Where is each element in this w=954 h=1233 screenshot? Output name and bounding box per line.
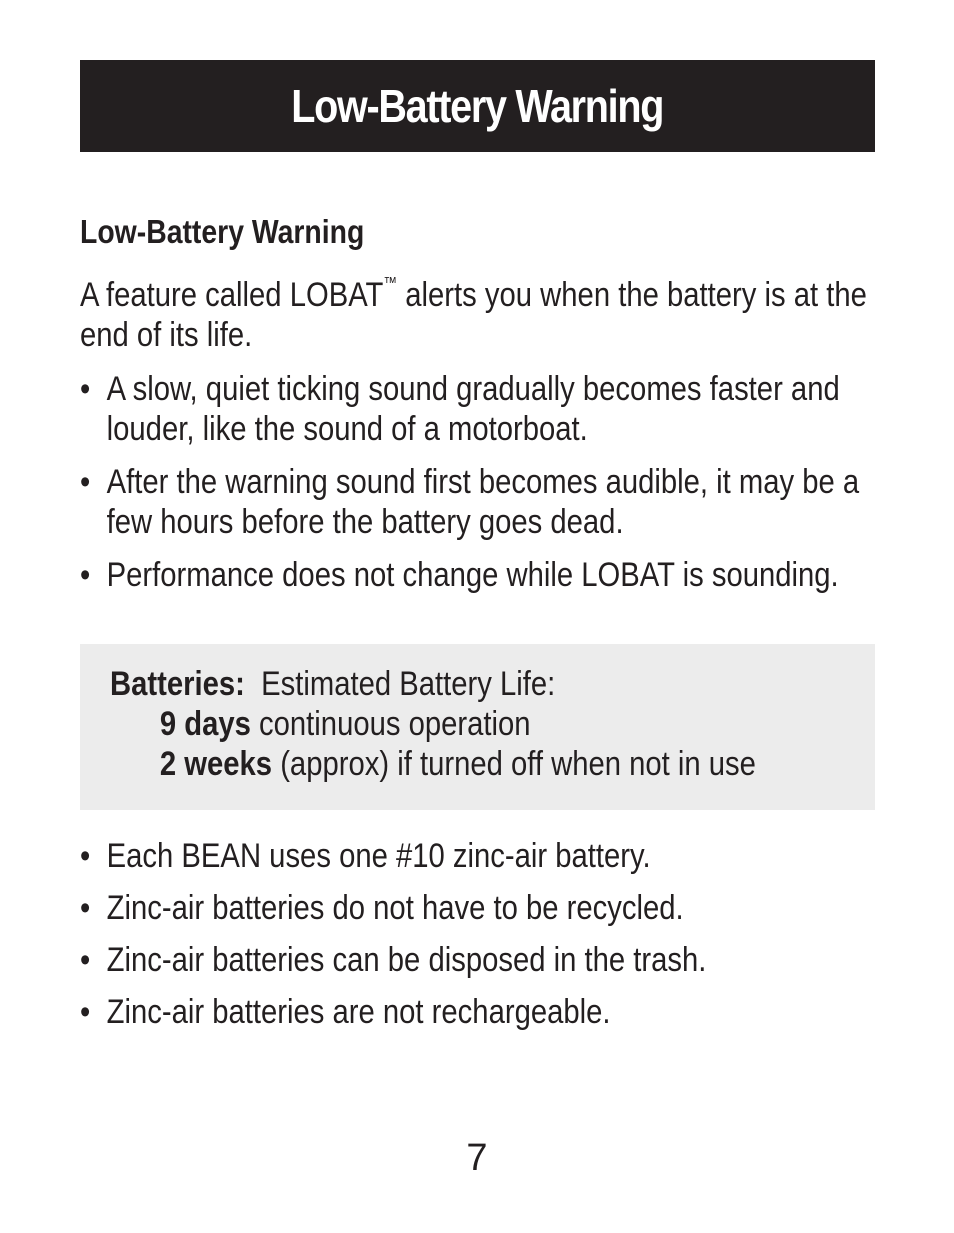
list-item: • Zinc-air batteries are not rechargeable. [80,993,611,1031]
battery-life-continuous: 9 days continuous operation [159,705,531,743]
bullet-icon: • [80,370,91,408]
bullet-icon: • [80,463,91,501]
battery-notes [80,836,875,1044]
intro-paragraph [80,264,875,355]
battery-info-box [80,644,875,810]
bullet-icon: • [80,941,91,979]
section-heading: Low-Battery Warning [80,213,365,250]
main-content [80,210,875,608]
list-item: • Each BEAN uses one #10 zinc-air battery. [80,837,651,875]
battery-life-heading [110,664,867,704]
page-title-banner [80,60,875,152]
battery-life-standby: 2 weeks (approx) if turned off when not in use [159,745,756,783]
batteries-label: Batteries: [110,665,245,703]
bullet-icon: • [80,993,91,1031]
bullet-icon: • [80,889,91,927]
lobat-bullet-list [80,369,875,595]
list-item: • After the warning sound first becomes audible, it may be a few hours before the battery goes dead. [80,463,860,541]
page-number: 7 [466,1137,488,1179]
list-item: • Zinc-air batteries do not have to be recycled. [80,889,684,927]
trademark-symbol: ™ [383,275,398,292]
battery-life-estimate-label: Estimated Battery Life: [261,665,556,703]
list-item: • A slow, quiet ticking sound gradually becomes faster and louder, like the sound of a motorboat. [80,370,840,448]
battery-notes-list [80,836,875,1032]
bullet-icon: • [80,556,91,594]
list-item: • Zinc-air batteries can be disposed in the trash. [80,941,707,979]
intro-text-end: alerts you when the battery is at the end of its life. [80,276,867,354]
page-title: Low-Battery Warning [291,80,664,132]
bullet-icon: • [80,837,91,875]
list-item: • Performance does not change while LOBAT is sounding. [80,556,839,594]
intro-text-start: A feature called LOBAT [80,276,384,314]
